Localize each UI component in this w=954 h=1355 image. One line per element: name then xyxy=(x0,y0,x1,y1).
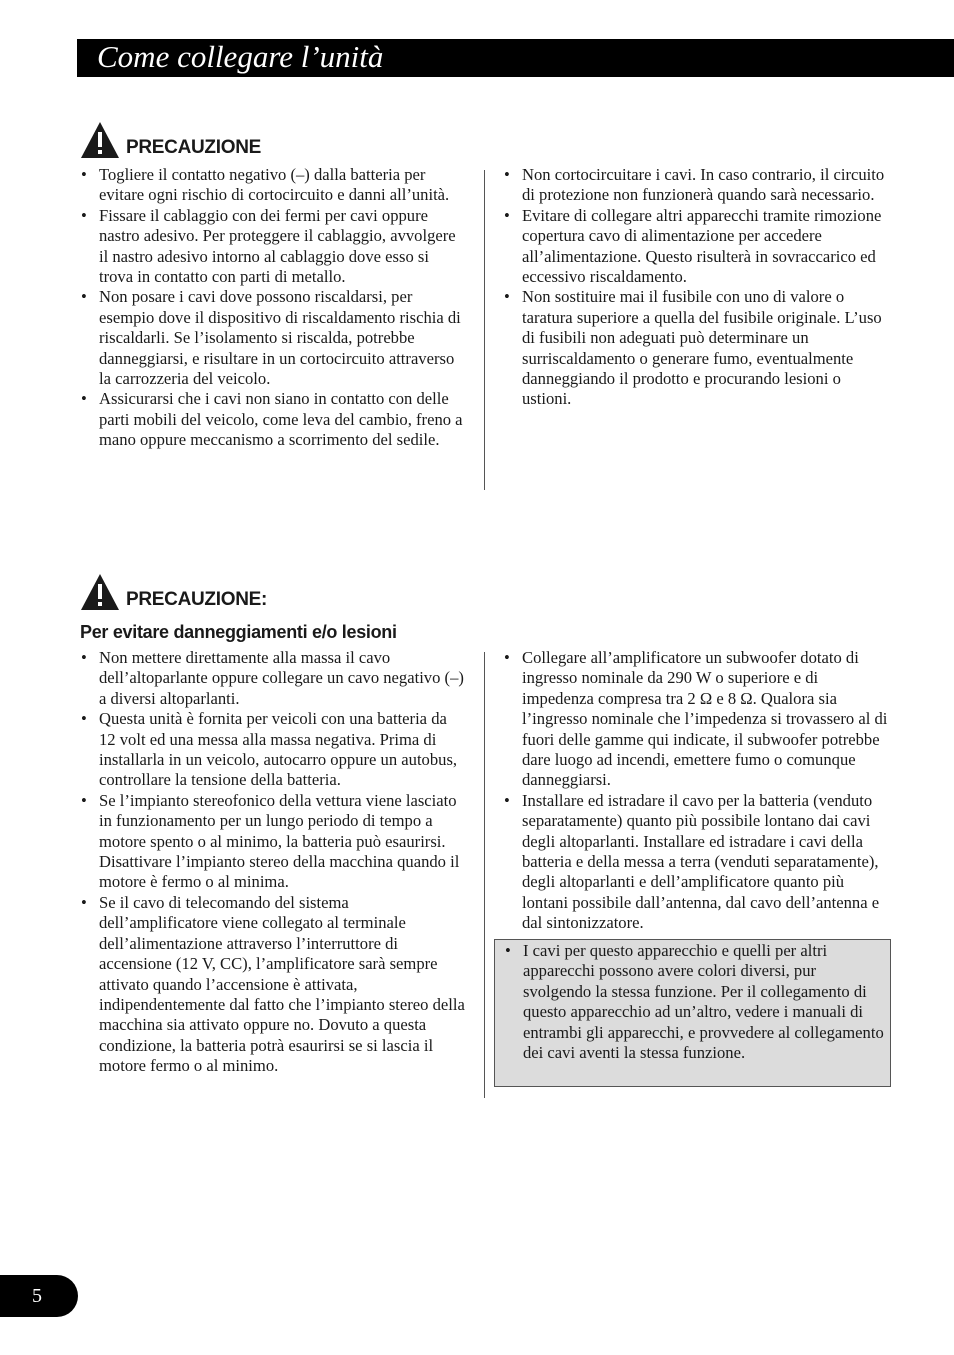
warning-icon xyxy=(80,573,120,611)
list-item: • Se l’impianto stereofonico della vettura viene lasciato in funzionamento per un lungo periodo di tempo a motore spento o al minimo, la batteria può esaurirsi. Disattivare l’impianto stereo della macchina quando il motore è fermo o al minima. xyxy=(80,791,465,893)
column-divider xyxy=(484,170,485,490)
list-item: • Installare ed istradare il cavo per la batteria (venduto separatamente) quanto più possibile lontano dai cavi degli altoparlanti. Installare ed istradare i cavi della batteria e della messa a terra (venduti separatamente), degli altoparlanti e dell’amplificatore quanto più lontani possibile dall’antenna, dal cavo dell’antenna e dal sintonizzatore. xyxy=(503,791,893,934)
caution-left-list xyxy=(80,165,465,451)
list-item: • Togliere il contatto negativo (–) dalla batteria per evitare ogni rischio di cortocircuito e danni all’unità. xyxy=(80,165,465,206)
column-divider xyxy=(484,652,485,1098)
caution-injury-subheading: Per evitare danneggiamenti e/o lesioni xyxy=(80,622,397,642)
list-item: • Evitare di collegare altri apparecchi tramite rimozione copertura cavo di alimentazione per accedere all’alimentazione. Questo risulterà in sovraccarico ed eccessivo riscaldamento. xyxy=(503,206,893,288)
caution-injury-heading-text: PRECAUZIONE: xyxy=(126,589,268,610)
list-item: • Non posare i cavi dove possono riscaldarsi, per esempio dove il dispositivo di riscaldamento rischia di riscaldarli. Se l’isolamento si riscalda, potrebbe danneggiarsi, e risultare in un cortocircuito attraverso la carrozzeria del veicolo. xyxy=(80,287,465,389)
caution-heading xyxy=(80,121,261,159)
injury-left-list xyxy=(80,648,465,1077)
injury-left-column xyxy=(80,648,465,1077)
caution-right-column xyxy=(503,165,893,410)
caution-injury-heading xyxy=(80,573,267,611)
page-title: Come collegare l’unità xyxy=(77,39,954,77)
list-item: • I cavi per questo apparecchio e quelli per altri apparecchi possono avere colori diversi, pur svolgendo la stessa funzione. Per il collegamento di questo apparecchio ad un’altro, vedere i manuali di entrambi gli apparecchi, e provvedere al collegamento dei cavi aventi la stessa funzione. xyxy=(504,941,884,1063)
injury-right-column xyxy=(503,648,893,934)
caution-heading-text: PRECAUZIONE xyxy=(126,137,261,158)
page-number: 5 xyxy=(0,1275,78,1317)
list-item: • Fissare il cablaggio con dei fermi per cavi oppure nastro adesivo. Per proteggere il cablaggio, avvolgere il nastro adesivo intorno al cablaggio dove esso si trova in contatto con parti di metallo. xyxy=(80,206,465,288)
caution-right-list xyxy=(503,165,893,410)
list-item: • Assicurarsi che i cavi non siano in contatto con delle parti mobili del veicolo, come leva del cambio, freno a mano oppure meccanismo a scorrimento del sedile. xyxy=(80,389,465,450)
list-item: • Collegare all’amplificatore un subwoofer dotato di ingresso nominale da 290 W o superiore e di impedenza compresa tra 2 Ω e 8 Ω. Qualora sia l’ingresso nominale che l’impedenza si trovassero al di fuori delle gamme qui indicate, il subwoofer potrebbe dare luogo ad incendi, emettere fumo o comunque danneggiarsi. xyxy=(503,648,893,791)
cable-color-note xyxy=(494,939,891,1087)
caution-left-column xyxy=(80,165,465,451)
note-list xyxy=(504,941,884,1063)
list-item: • Questa unità è fornita per veicoli con una batteria da 12 volt ed una messa alla massa negativa. Prima di installarla in un veicolo, autocarro oppure un autobus, controllare la tensione della batteria. xyxy=(80,709,465,791)
list-item: • Non sostituire mai il fusibile con uno di valore o taratura superiore a quella del fusibile originale. L’uso di fusibili non adeguati può determinare un surriscaldamento o generare fumo, eventualmente danneggiando il prodotto e procurando lesioni o ustioni. xyxy=(503,287,893,409)
list-item: • Se il cavo di telecomando del sistema dell’amplificatore viene collegato al terminale dell’alimentazione attraverso l’interruttore di accensione (12 V, CC), l’amplificatore sarà sempre attivato quando l’accensione è attivata, indipendentemente dal fatto che l’impianto stereo della macchina sia attivato oppure no. Dovuto a questa condizione, la batteria potrà esaurirsi se si lascia il motore fermo o al minimo. xyxy=(80,893,465,1077)
injury-right-list xyxy=(503,648,893,934)
list-item: • Non cortocircuitare i cavi. In caso contrario, il circuito di protezione non funzionerà quando sarà necessario. xyxy=(503,165,893,206)
warning-icon xyxy=(80,121,120,159)
list-item: • Non mettere direttamente alla massa il cavo dell’altoparlante oppure collegare un cavo negativo (–) a diversi altoparlanti. xyxy=(80,648,465,709)
